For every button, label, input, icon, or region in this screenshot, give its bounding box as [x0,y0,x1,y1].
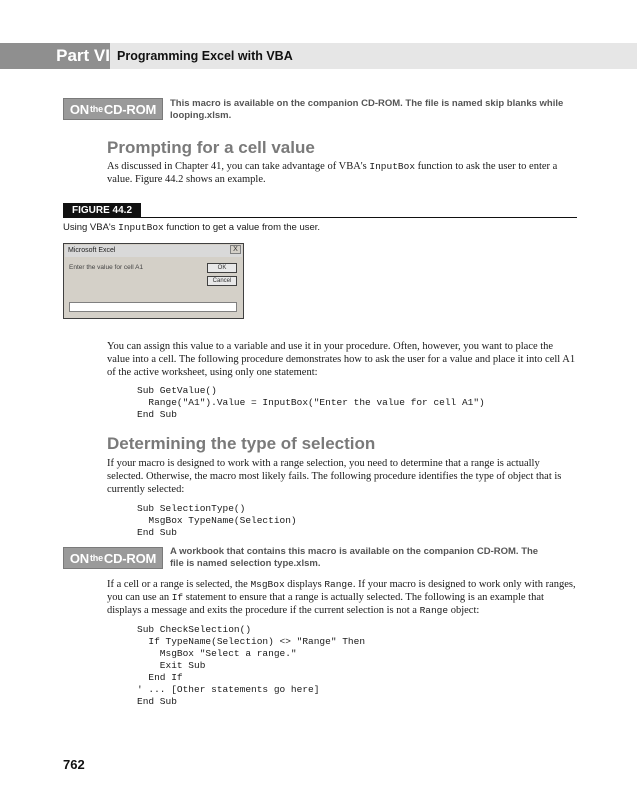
text-run: object: [448,605,480,616]
inline-code: InputBox [118,222,164,233]
code-block: Sub SelectionType() MsgBox TypeName(Selection) End Sub [137,503,297,538]
body-paragraph [107,160,577,186]
text-run: function to ask the user to enter a value. Figure 44.2 shows an example. [107,161,558,185]
cdrom-note: This macro is available on the companion CD-ROM. The file is named skip blanks while looping.xlsm. [170,98,564,121]
part-tab [0,43,110,69]
ok-button[interactable]: OK [207,263,237,273]
inline-code: InputBox [369,161,416,172]
text-run: function to get a value from the user. [163,222,321,233]
dialog-title: Microsoft Excel [65,245,242,257]
dialog-prompt: Enter the value for cell A1 [69,264,144,271]
close-icon[interactable]: X [230,245,241,254]
inline-code: If [171,592,184,603]
page-number: 762 [63,757,85,772]
body-paragraph: If your macro is designed to work with a range selection, you need to determine that a range is actually selected. Otherwise, the macro most likely fails. The following procedure identifies the type of object that is currently selected: [107,458,562,495]
section-heading: Determining the type of selection [107,434,376,453]
cdrom-badge-on: ON [69,551,89,566]
cdrom-note: A workbook that contains this macro is available on the companion CD-ROM. The file is named selection type.xlsm. [170,546,539,569]
inline-code: Range [324,579,353,590]
code-block: Sub CheckSelection() If TypeName(Selection) <> "Range" Then MsgBox "Select a range." Exit Sub End If ' ... [Other statements go here] End Sub [137,624,366,707]
text-run: As discussed in Chapter 41, you can take advantage of VBA's [107,161,370,172]
figure-label: FIGURE 44.2 [63,203,141,218]
part-label: Part VI [56,46,110,65]
text-run: displays [284,579,325,590]
code-block: Sub GetValue() Range("A1").Value = InputBox("Enter the value for cell A1") End Sub [137,385,485,420]
cdrom-badge-cdrom: CD-ROM [103,551,157,566]
text-run: . If your macro is designed to work only with ranges, you can use an [107,579,576,603]
cdrom-badge-the: the [89,553,103,563]
inputbox-dialog [63,243,244,319]
text-run: Using VBA's [63,222,119,233]
cdrom-badge-icon [63,98,163,120]
cdrom-badge-cdrom: CD-ROM [103,102,157,117]
running-header-title: Programming Excel with VBA [117,49,293,63]
figure-caption [63,222,320,233]
value-input[interactable] [69,302,237,312]
cdrom-badge-icon [63,547,163,569]
text-run: If a cell or a range is selected, the [107,579,251,590]
body-paragraph [107,578,577,617]
body-paragraph: You can assign this value to a variable and use it in your procedure. Often, however, you want to place the value into a cell. The following procedure demonstrates how to ask the user for a value and place it into cell A1 of the active worksheet, using only one statement: [107,341,576,378]
figure-rule [141,217,577,218]
inline-code: MsgBox [250,579,285,590]
text-run: statement to ensure that a range is actually selected. The following is an example that displays a message and exits the procedure if the current selection is not a [107,592,544,616]
cdrom-badge-the: the [89,104,103,114]
section-heading: Prompting for a cell value [107,138,315,157]
inline-code: Range [419,605,449,616]
cdrom-badge-on: ON [69,102,89,117]
cancel-button[interactable]: Cancel [207,276,237,286]
